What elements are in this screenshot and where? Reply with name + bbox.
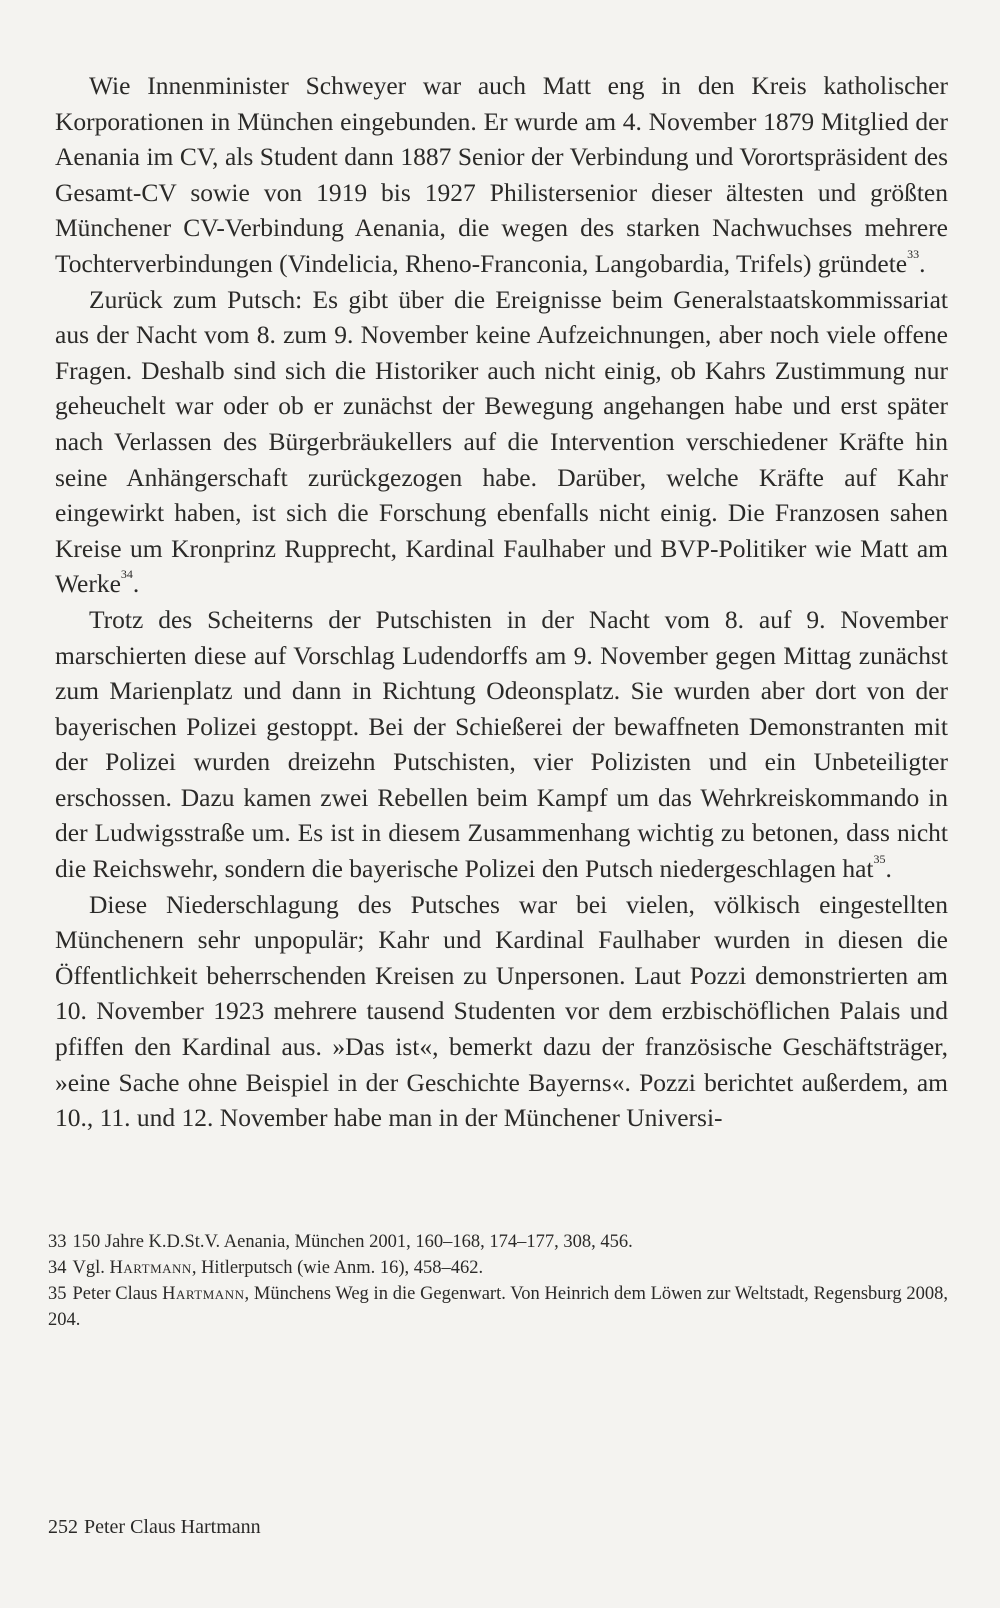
footnote-author: Hartmann xyxy=(109,1258,192,1278)
footnote: 34 Vgl. Hartmann, Hitlerputsch (wie Anm. 16), 458–462. xyxy=(48,1258,484,1278)
footnote-ref[interactable]: 35 xyxy=(873,852,886,867)
body-text xyxy=(55,68,948,1136)
footnote xyxy=(48,1229,948,1255)
footnote-text: , Münchens Weg in die Gegenwart. Von Heinrich dem Löwen zur Weltstadt, Regensburg 2008, 204. xyxy=(48,1284,948,1330)
page-number: 252 xyxy=(48,1516,78,1538)
footnote-number: 34 xyxy=(48,1258,67,1278)
footnote-author: Hartmann xyxy=(162,1284,245,1304)
paragraph: Zurück zum Putsch: Es gibt über die Ereignisse beim Generalstaatskommissariat aus der Nacht vom 8. zum 9. November keine Aufzeichnungen, aber noch viele offene Fragen. Deshalb sind sich die Historiker auch nicht einig, ob Kahrs Zustimmung nur geheuchelt war oder ob er zunächst der Bewegung angehangen habe und erst später nach Verlassen des Bürgerbräukellers auf die Intervention verschiedener Kräfte hin seine Anhängerschaft zurückgezogen habe. Darüber, welche Kräfte auf Kahr eingewirkt haben, ist sich die Forschung ebenfalls nicht einig. Die Franzosen sahen Kreise um Kronprinz Rupprecht, Kardinal Faulhaber und BVP-Politiker wie Matt am Werke$^{34}$. xyxy=(55,284,948,599)
footnote: 35 Peter Claus Hartmann, Münchens Weg in die Gegenwart. Von Heinrich dem Löwen zur Weltstadt, Regensburg 2008, 204. xyxy=(48,1284,948,1330)
paragraph: Wie Innenminister Schweyer war auch Matt eng in den Kreis katholischer Korporationen in München eingebunden. Er wurde am 4. November 1879 Mitglied der Aenania im CV, als Student dann 1887 Senior der Verbindung und Vorortspräsident des Gesamt-CV sowie von 1919 bis 1927 Philistersenior dieser ältesten und größten Münchener CV-Verbindung Aenania, die wegen des starken Nachwuchses mehrere Tochterverbindungen (Vindelicia, Rheno-Franconia, Langobardia, Trifels) gründete$^{33}$. xyxy=(55,71,948,278)
paragraph: Diese Niederschlagung des Putsches war bei vielen, völkisch eingestellten Münchenern sehr unpopulär; Kahr und Kardinal Faulhaber wurden in diesen die Öffentlichkeit beherrschenden Kreisen zu Unpersonen. Laut Pozzi demonstrierten am 10. November 1923 mehrere tausend Studenten vor dem erzbischöflichen Palais und pfiffen den Kardinal aus. »Das ist«, bemerkt dazu der französische Geschäftsträger, »eine Sache ohne Beispiel in der Geschichte Bayerns«. Pozzi berichtet außerdem, am 10., 11. und 12. November habe man in der Münchener Universi- xyxy=(55,889,948,1133)
footnote-ref[interactable]: 33 xyxy=(907,246,920,261)
footnote-text: , Hitlerputsch (wie Anm. 16), 458–462. xyxy=(191,1258,484,1278)
footnote-number: 33 xyxy=(48,1232,67,1252)
paragraph: Trotz des Scheiterns der Putschisten in der Nacht vom 8. auf 9. November marschierten diese auf Vorschlag Ludendorffs am 9. November gegen Mittag zunächst zum Marienplatz und dann in Richtung Odeonsplatz. Sie wurden aber dort von der bayerischen Polizei gestoppt. Bei der Schießerei der bewaffneten Demonstranten mit der Polizei wurden dreizehn Putschisten, vier Polizisten und ein Unbeteiligter erschossen. Dazu kamen zwei Rebellen beim Kampf um das Wehrkreiskommando in der Ludwigsstraße um. Es ist in diesem Zusammenhang wichtig zu betonen, dass nicht die Reichswehr, sondern die bayerische Polizei den Putsch niedergeschlagen hat$^{35}$. xyxy=(55,604,948,884)
running-author: Peter Claus Hartmann xyxy=(84,1516,261,1538)
page-footer xyxy=(48,1514,261,1540)
footnotes xyxy=(48,1229,948,1333)
footnote-ref[interactable]: 34 xyxy=(120,567,133,582)
footnote-number: 35 xyxy=(48,1284,67,1304)
footnote-text: 150 Jahre K.D.St.V. Aenania, München 2001, 160–168, 174–177, 308, 456. xyxy=(72,1232,633,1252)
